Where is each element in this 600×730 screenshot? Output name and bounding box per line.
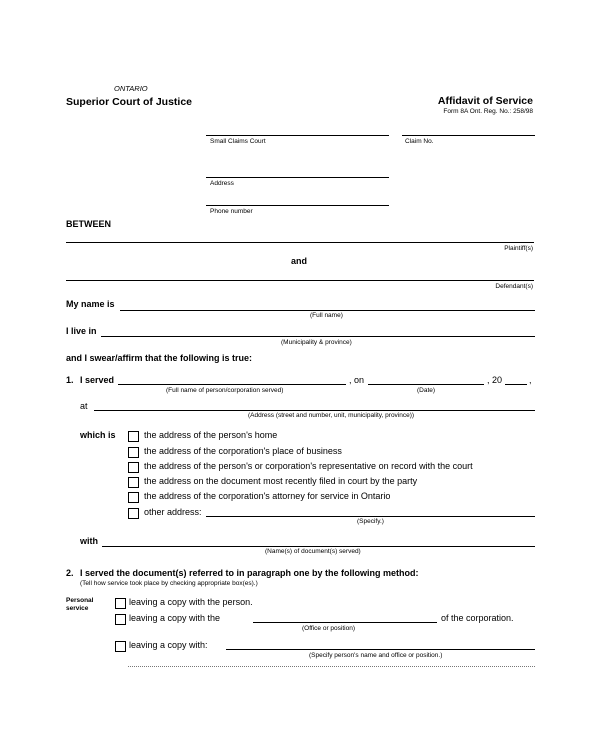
other-address-line[interactable] — [206, 516, 535, 517]
documents-caption: (Name(s) of document(s) served) — [265, 548, 361, 555]
leaving-copy-officer-checkbox[interactable] — [115, 614, 126, 625]
date-line[interactable] — [368, 384, 484, 385]
year-line[interactable] — [505, 384, 527, 385]
form-title: Affidavit of Service — [437, 95, 533, 107]
plaintiff-line[interactable] — [66, 242, 534, 243]
option-home-checkbox[interactable] — [128, 431, 139, 442]
specify-caption: (Specify.) — [357, 518, 384, 525]
specify-person-line[interactable] — [226, 649, 535, 650]
claim-no-line[interactable] — [402, 135, 535, 136]
option-representative-checkbox[interactable] — [128, 462, 139, 473]
option-attorney-checkbox[interactable] — [128, 492, 139, 503]
defendants-label: Defendant(s) — [495, 283, 533, 290]
option-recent-document-label: the address on the document most recently filed in court by the party — [144, 476, 418, 486]
section2-number: 2. — [66, 568, 74, 578]
leaving-copy-with-checkbox[interactable] — [115, 641, 126, 652]
documents-line[interactable] — [102, 546, 535, 547]
cutoff-next-line — [128, 666, 535, 667]
address-label: Address — [210, 180, 234, 187]
swear-affirm-statement: and I swear/affirm that the following is true: — [66, 353, 253, 363]
with-label: with — [80, 536, 98, 546]
municipality-line[interactable] — [101, 336, 535, 337]
specify-person-caption: (Specify person's name and office or position.) — [309, 652, 443, 659]
and-label: and — [291, 256, 308, 266]
option-home-label: the address of the person's home — [144, 430, 278, 440]
small-claims-court-label: Small Claims Court — [210, 138, 266, 145]
address-line[interactable] — [206, 177, 389, 178]
personal-service-label-2: service — [66, 605, 89, 612]
leaving-copy-officer-label: leaving a copy with the — [129, 613, 221, 623]
comma-20-label: , 20 — [487, 375, 503, 385]
my-name-is-label: My name is — [66, 299, 115, 309]
served-address-line[interactable] — [94, 410, 535, 411]
date-caption: (Date) — [417, 387, 436, 394]
i-live-in-label: I live in — [66, 326, 97, 336]
section2-heading: I served the document(s) referred to in paragraph one by the following method: — [80, 568, 419, 578]
section2-subheading: (Tell how service took place by checking appropriate box(es).) — [80, 580, 258, 587]
small-claims-court-line[interactable] — [206, 135, 389, 136]
of-the-corporation-label: of the corporation. — [441, 613, 514, 623]
trailing-comma: , — [529, 375, 532, 385]
served-name-line[interactable] — [118, 384, 346, 385]
served-name-caption: (Full name of person/corporation served) — [166, 387, 284, 394]
leaving-copy-person-label: leaving a copy with the person. — [129, 597, 253, 607]
municipality-caption: (Municipality & province) — [281, 339, 352, 346]
office-position-caption: (Office or position) — [302, 625, 355, 632]
court-name: Superior Court of Justice — [66, 96, 193, 108]
option-representative-label: the address of the person's or corporation's representative on record with the court — [144, 461, 473, 471]
full-name-line[interactable] — [120, 310, 535, 311]
option-other-label: other address: — [144, 507, 202, 517]
option-recent-document-checkbox[interactable] — [128, 477, 139, 488]
personal-service-label-1: Personal — [66, 597, 94, 604]
full-name-caption: (Full name) — [310, 312, 343, 319]
which-is-label: which is — [80, 430, 116, 440]
between-label: BETWEEN — [66, 219, 111, 229]
at-label: at — [80, 401, 88, 411]
leaving-copy-with-label: leaving a copy with: — [129, 640, 208, 650]
option-business-label: the address of the corporation's place of business — [144, 446, 342, 456]
leaving-copy-person-checkbox[interactable] — [115, 598, 126, 609]
plaintiffs-label: Plaintiff(s) — [504, 245, 533, 252]
office-position-line[interactable] — [253, 622, 437, 623]
phone-label: Phone number — [210, 208, 253, 215]
claim-no-label: Claim No. — [405, 138, 434, 145]
defendant-line[interactable] — [66, 280, 534, 281]
option-other-checkbox[interactable] — [128, 508, 139, 519]
served-address-caption: (Address (street and number, unit, municipality, province)) — [248, 412, 415, 419]
section1-number: 1. — [66, 375, 74, 385]
comma-on-label: , on — [349, 375, 365, 385]
province-label: ONTARIO — [114, 84, 148, 93]
option-business-checkbox[interactable] — [128, 447, 139, 458]
option-attorney-label: the address of the corporation's attorney for service in Ontario — [144, 491, 391, 501]
i-served-label: I served — [80, 375, 115, 385]
phone-line[interactable] — [206, 205, 389, 206]
form-reference: Form 8A Ont. Reg. No.: 258/98 — [443, 108, 533, 115]
